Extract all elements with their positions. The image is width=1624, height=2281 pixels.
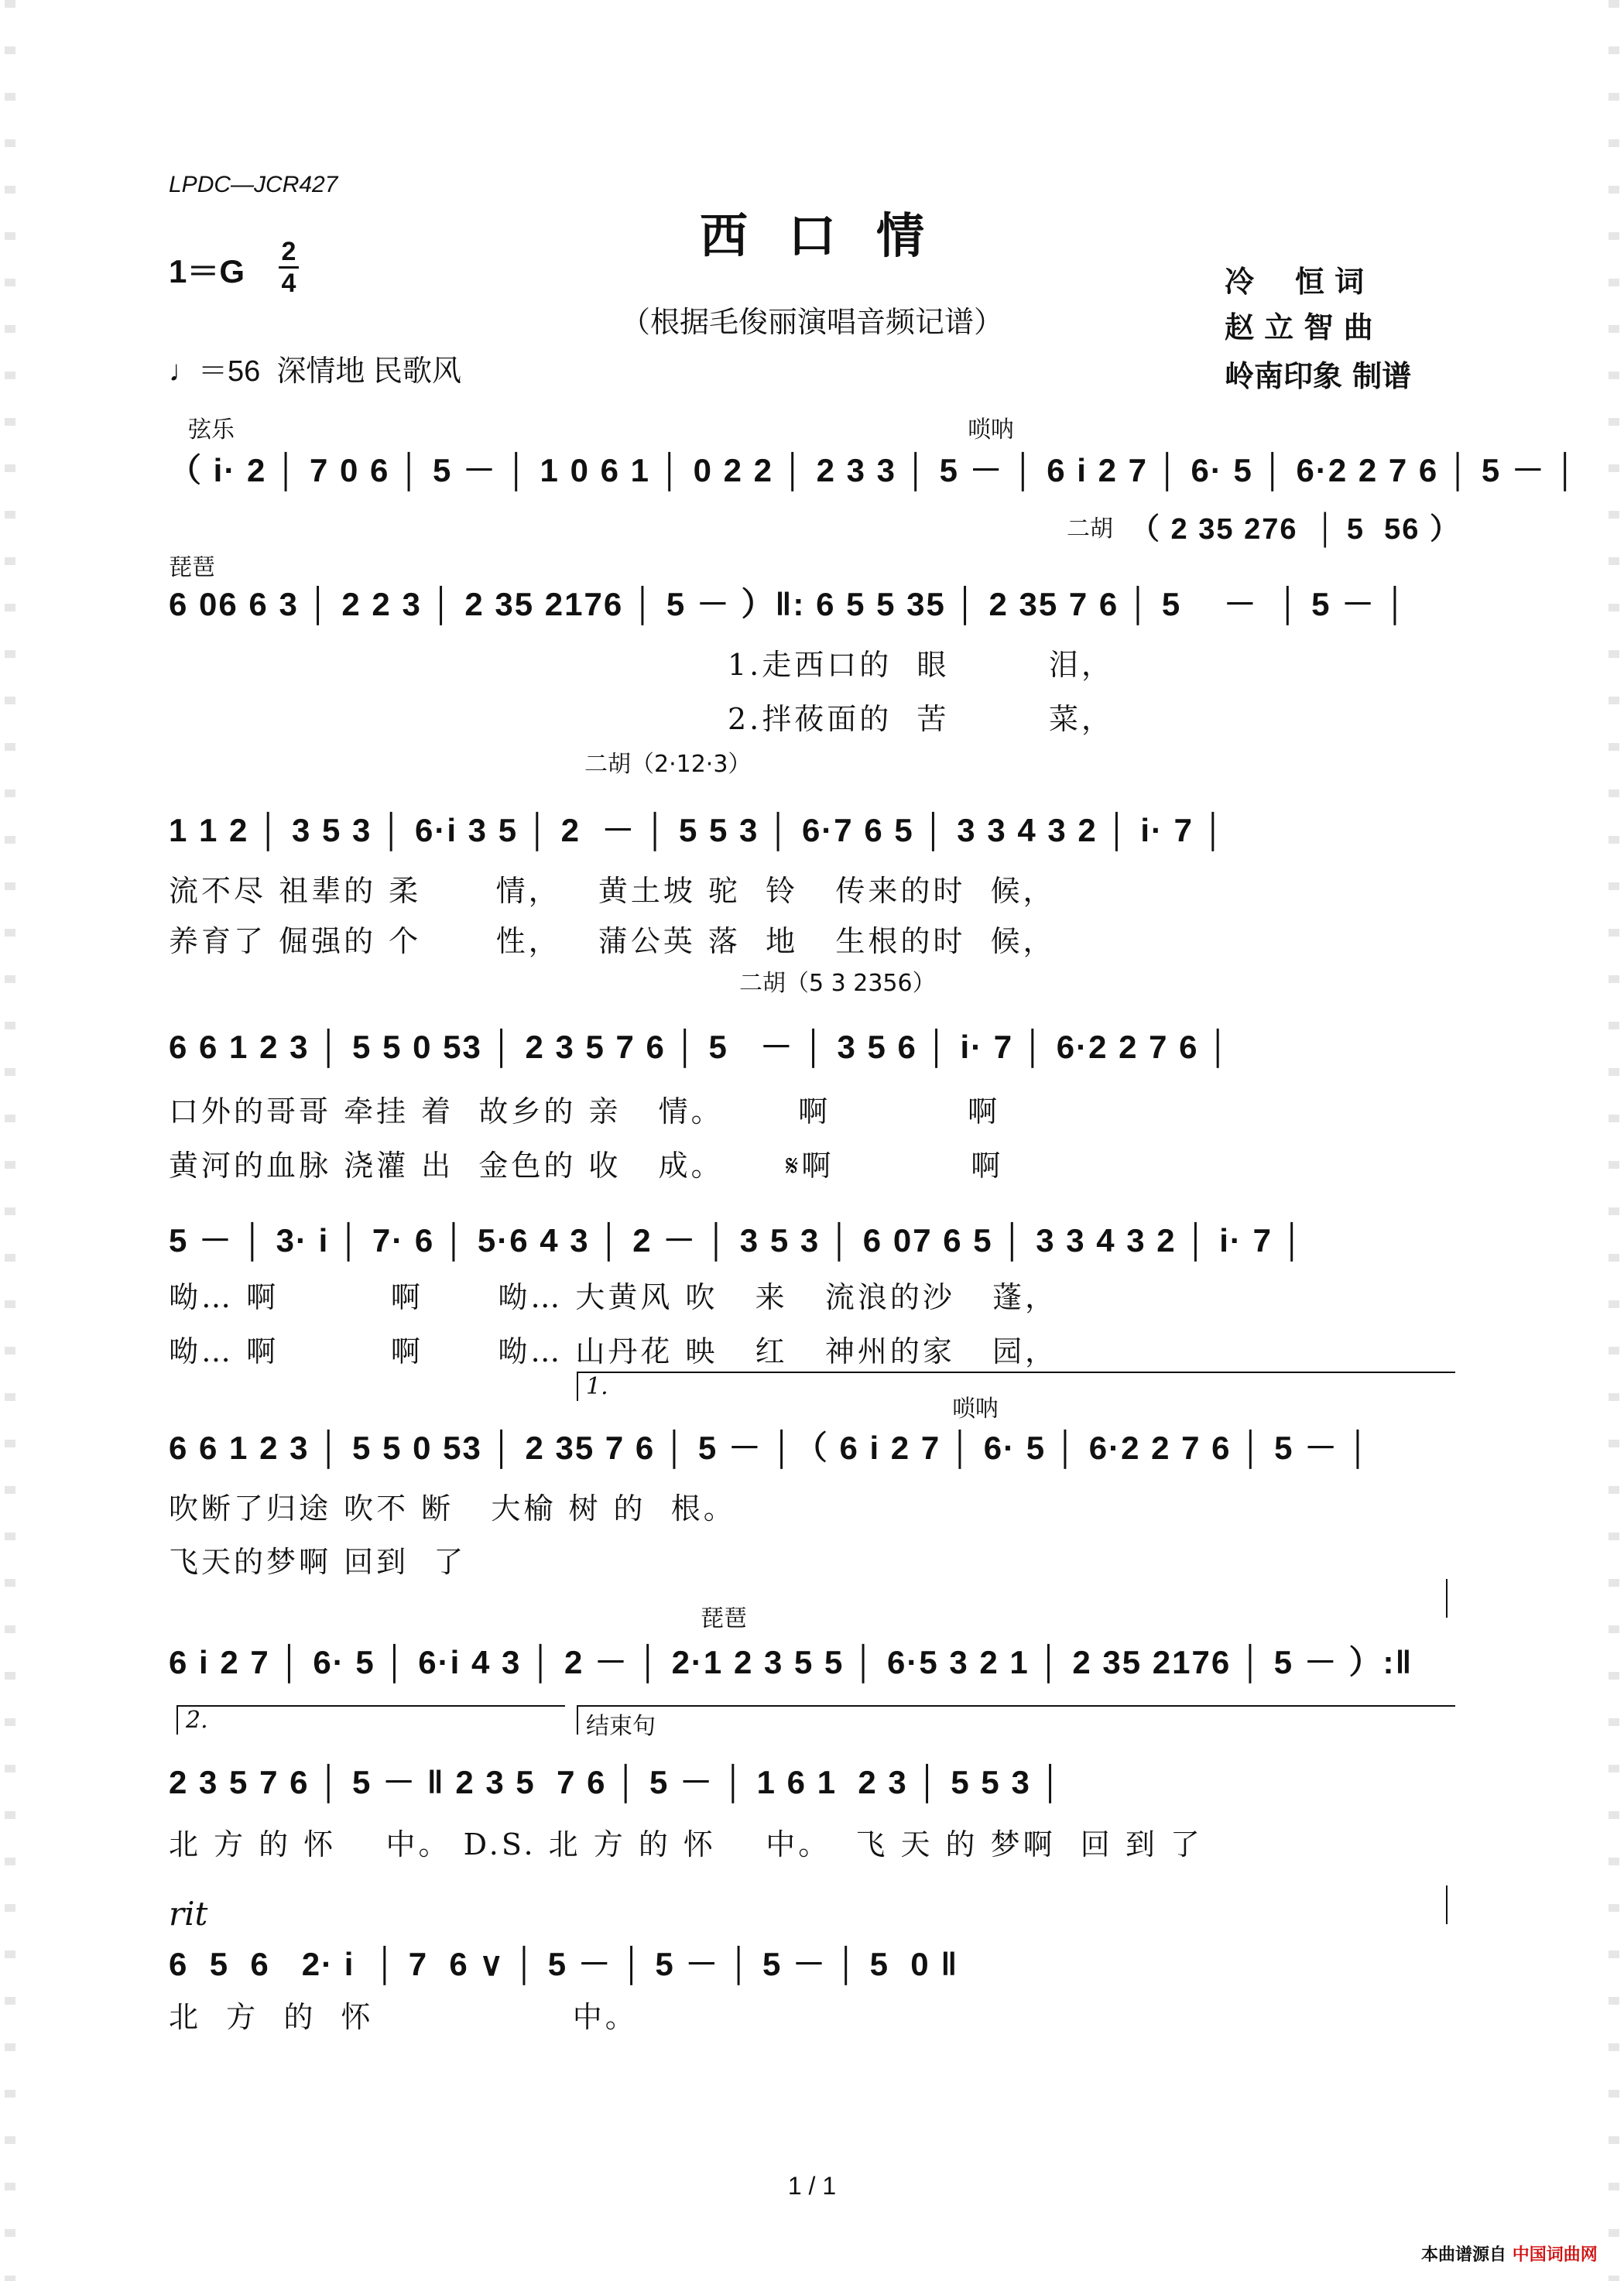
key-signature: 1＝G bbox=[169, 253, 245, 289]
lyric-line: 养育了 倔强的 个 性， 蒲公英 落 地 生根的时 候， bbox=[169, 924, 1056, 958]
volta-number: 1. bbox=[586, 1373, 608, 1400]
right-watermark-strip bbox=[1609, 0, 1619, 2281]
instrument-label: 弦乐 bbox=[188, 416, 235, 444]
notation-line: 5 － │ 3· i │ 7· 6 │ 5·6 4 3 │ 2 － │ 3 5 3 │ 6 07 6 5 │ 3 3 4 3 2 │ i· 7 │ bbox=[169, 1222, 1305, 1259]
bracket-end-line bbox=[1446, 1885, 1448, 1924]
notation-line: 2 3 5 7 6 │ 5 － ‖ 2 3 5 7 6 │ 5 － │ 1 6 1 2 3 │ 5 5 3 │ bbox=[169, 1764, 1064, 1800]
lyric-line: 1.走西口的 眼 泪， bbox=[728, 648, 1115, 682]
coda-label: 结束句 bbox=[586, 1713, 656, 1740]
coda-bracket bbox=[577, 1705, 1455, 1740]
volta-number: 2. bbox=[186, 1707, 208, 1734]
notation-line: 1 1 2 │ 3 5 3 │ 6·i 3 5 │ 2 － │ 5 5 3 │ 6·7 6 5 │ 3 3 4 3 2 │ i· 7 │ bbox=[169, 812, 1226, 848]
lyric-line: 北 方 的 怀 中。 D.S. 北 方 的 怀 中。 飞 天 的 梦啊 回 到 了 bbox=[169, 1827, 1203, 1861]
notation-line: （ 2 35 276 │ 5 56 ） bbox=[1130, 513, 1461, 546]
ritardando-mark: rit bbox=[169, 1895, 208, 1933]
instrument-label: 琵琶 bbox=[169, 554, 215, 581]
source-credit bbox=[1421, 2242, 1598, 2266]
instrument-label: 二胡（5 3 2356） bbox=[739, 970, 936, 997]
notation-line: 6 6 1 2 3 │ 5 5 0 53 │ 2 35 7 6 │ 5 － │（ 6 i 2 7 │ 6· 5 │ 6·2 2 7 6 │ 5 － │ bbox=[169, 1430, 1372, 1466]
instrument-label: 二胡（2·12·3） bbox=[584, 751, 752, 778]
instrument-label: 琵琶 bbox=[701, 1605, 747, 1632]
notation-line: （ i· 2 │ 7 0 6 │ 5 － │ 1 0 6 1 │ 0 2 2 │ 2 3 3 │ 5 － │ 6 i 2 7 │ 6· 5 │ 6·2 2 7 6 │ 5 － │ bbox=[169, 452, 1578, 488]
lyric-line: 流不尽 祖辈的 柔 情， 黄土坡 驼 铃 传来的时 候， bbox=[169, 874, 1056, 908]
time-signature bbox=[279, 238, 299, 296]
instrument-label: 唢呐 bbox=[968, 416, 1014, 444]
lyric-line: 黄河的血脉 浇灌 出 金色的 收 成。 𝄋啊 啊 bbox=[169, 1149, 1004, 1183]
score-subtitle: （根据毛俊丽演唱音频记谱） bbox=[620, 305, 1003, 339]
lyric-line: 口外的哥哥 牵挂 着 故乡的 亲 情。 啊 啊 bbox=[169, 1094, 1000, 1129]
lyric-line: 呦… 啊 啊 呦… 山丹花 映 红 神州的家 园， bbox=[169, 1334, 1058, 1368]
volta-end-line bbox=[1446, 1579, 1448, 1618]
page-number: 1 / 1 bbox=[787, 2172, 837, 2200]
notation-line: 6 6 1 2 3 │ 5 5 0 53 │ 2 3 5 7 6 │ 5 － │ 3 5 6 │ i· 7 │ 6·2 2 7 6 │ bbox=[169, 1029, 1232, 1065]
instrument-label: 二胡 bbox=[1067, 515, 1113, 543]
source-prefix: 本曲谱源自 bbox=[1421, 2245, 1507, 2265]
second-ending-bracket bbox=[176, 1705, 565, 1735]
notation-line: 6 i 2 7 │ 6· 5 │ 6·i 4 3 │ 2 － │ 2·1 2 3 5 5 │ 6·5 3 2 1 │ 2 35 2176 │ 5 － ）:‖ bbox=[169, 1644, 1413, 1680]
instrument-label: 唢呐 bbox=[952, 1396, 999, 1423]
credit-composer: 赵 立 智 曲 bbox=[1225, 310, 1373, 344]
score-title: 西口情 bbox=[699, 207, 964, 264]
left-watermark-strip bbox=[5, 0, 15, 2281]
lyric-line: 呦… 啊 啊 呦… 大黄风 吹 来 流浪的沙 蓬， bbox=[169, 1280, 1058, 1314]
lyric-line: 2.拌莜面的 苦 菜， bbox=[728, 702, 1115, 736]
credit-arranger: 岭南印象 制谱 bbox=[1225, 358, 1412, 393]
lyric-line: 飞天的梦啊 回到 了 bbox=[169, 1545, 467, 1579]
notation-line: 6 06 6 3 │ 2 2 3 │ 2 35 2176 │ 5 － ）‖: 6 5 5 35 │ 2 35 7 6 │ 5 － │ 5 － │ bbox=[169, 586, 1409, 622]
time-top: 2 bbox=[281, 237, 296, 266]
source-site: 中国词曲网 bbox=[1512, 2245, 1598, 2265]
lyric-line: 北 方 的 怀 中。 bbox=[169, 2000, 638, 2034]
notation-line: 6 5 6 2· i │ 7 6 ∨ │ 5 － │ 5 － │ 5 － │ 5 0 ‖ bbox=[169, 1946, 959, 1982]
tempo-marking: ♩＝56 深情地 民歌风 bbox=[169, 355, 461, 388]
time-bottom: 4 bbox=[281, 269, 296, 298]
lyric-line: 吹断了归途 吹不 断 大榆 树 的 根。 bbox=[169, 1492, 736, 1526]
score-code: LPDC—JCR427 bbox=[169, 172, 338, 197]
first-ending-bracket bbox=[577, 1372, 1455, 1401]
credit-lyricist: 冷 恒 词 bbox=[1225, 264, 1365, 299]
